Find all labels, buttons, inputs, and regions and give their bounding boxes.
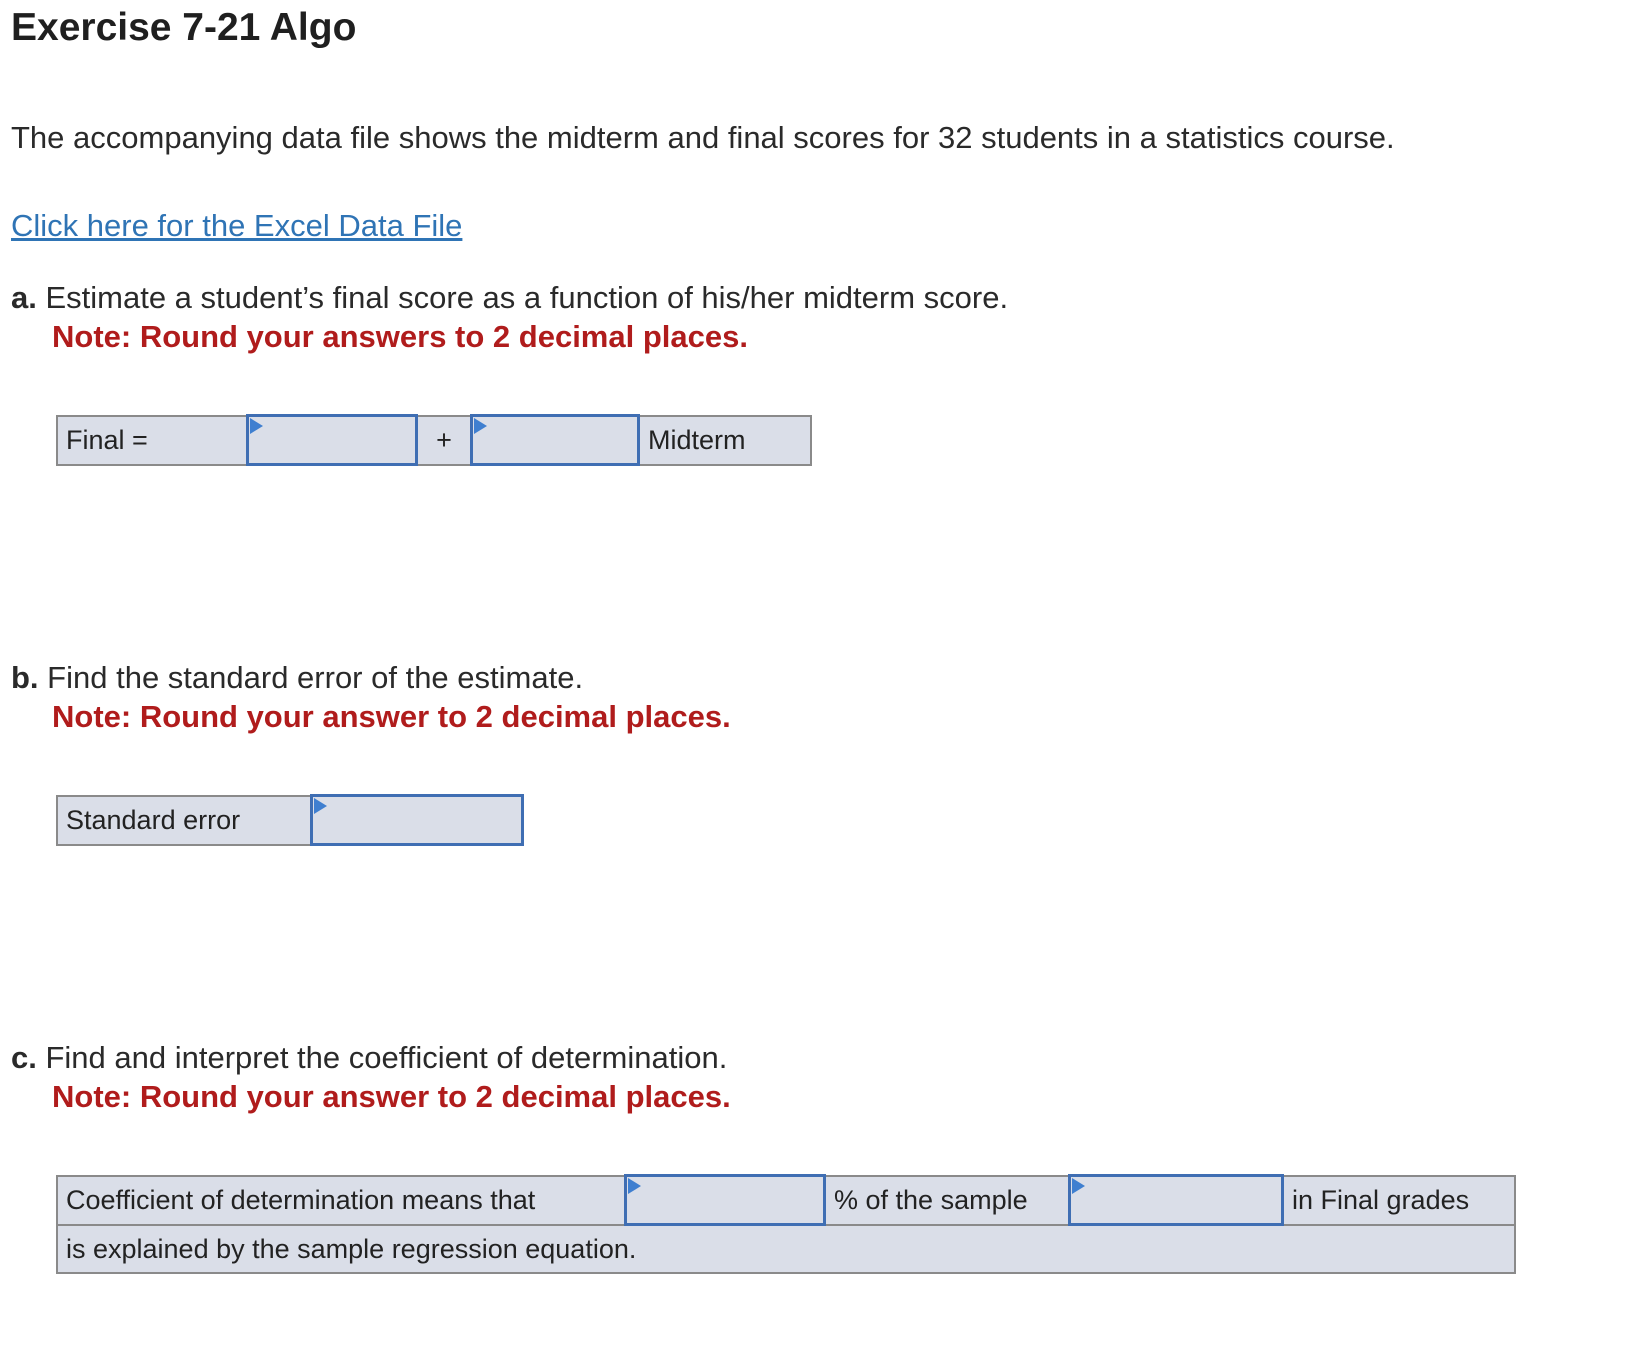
part-a-letter: a. xyxy=(11,280,37,315)
part-c-letter: c. xyxy=(11,1040,37,1075)
in-final-label-cell: in Final grades xyxy=(1283,1176,1516,1225)
part-a-note: Note: Round your answers to 2 decimal places. xyxy=(52,319,748,354)
input-flag-icon xyxy=(1072,1178,1085,1194)
input-flag-icon xyxy=(474,418,487,434)
exercise-title: Exercise 7-21 Algo xyxy=(11,6,357,49)
variation-cell xyxy=(1070,1176,1283,1225)
explained-label-cell: is explained by the sample regression equation. xyxy=(57,1225,1515,1274)
standard-error-cell xyxy=(312,796,523,845)
part-a-question-text: Estimate a student’s final score as a function of his/her midterm score. xyxy=(36,280,1009,315)
percent-sample-label-cell: % of the sample xyxy=(825,1176,1070,1225)
part-c-question-text: Find and interpret the coefficient of determination. xyxy=(36,1040,728,1075)
part-b-note: Note: Round your answer to 2 decimal places. xyxy=(52,699,731,734)
part-c-row-1 xyxy=(57,1176,1515,1225)
percent-input[interactable] xyxy=(627,1177,823,1223)
slope-input[interactable] xyxy=(473,417,637,463)
part-b-question-text: Find the standard error of the estimate. xyxy=(38,660,584,695)
part-b-answer-table xyxy=(56,794,524,846)
input-flag-icon xyxy=(250,418,263,434)
part-c-answer-table xyxy=(56,1174,1516,1274)
part-c-row-2 xyxy=(57,1225,1515,1274)
part-a-answer-table xyxy=(56,414,812,466)
part-c-question xyxy=(11,1038,727,1078)
plus-sign-cell: + xyxy=(417,416,472,465)
intro-text: The accompanying data file shows the midterm and final scores for 32 students in a statistics course. xyxy=(11,120,1395,155)
input-flag-icon xyxy=(314,798,327,814)
part-b-question xyxy=(11,658,583,698)
coefficient-label-cell: Coefficient of determination means that xyxy=(57,1176,626,1225)
percent-cell xyxy=(626,1176,825,1225)
final-label-cell: Final = xyxy=(57,416,248,465)
part-c-note: Note: Round your answer to 2 decimal places. xyxy=(52,1079,731,1114)
part-b-letter: b. xyxy=(11,660,39,695)
intercept-cell xyxy=(248,416,417,465)
slope-cell xyxy=(472,416,639,465)
part-a-row xyxy=(57,416,811,465)
part-b-row xyxy=(57,796,523,845)
intercept-input[interactable] xyxy=(249,417,415,463)
input-flag-icon xyxy=(628,1178,641,1194)
excel-data-file-link[interactable]: Click here for the Excel Data File xyxy=(11,208,463,243)
part-a-question xyxy=(11,278,1008,318)
standard-error-label-cell: Standard error xyxy=(57,796,312,845)
midterm-label-cell: Midterm xyxy=(639,416,812,465)
standard-error-input[interactable] xyxy=(313,797,521,843)
variation-input[interactable] xyxy=(1071,1177,1281,1223)
